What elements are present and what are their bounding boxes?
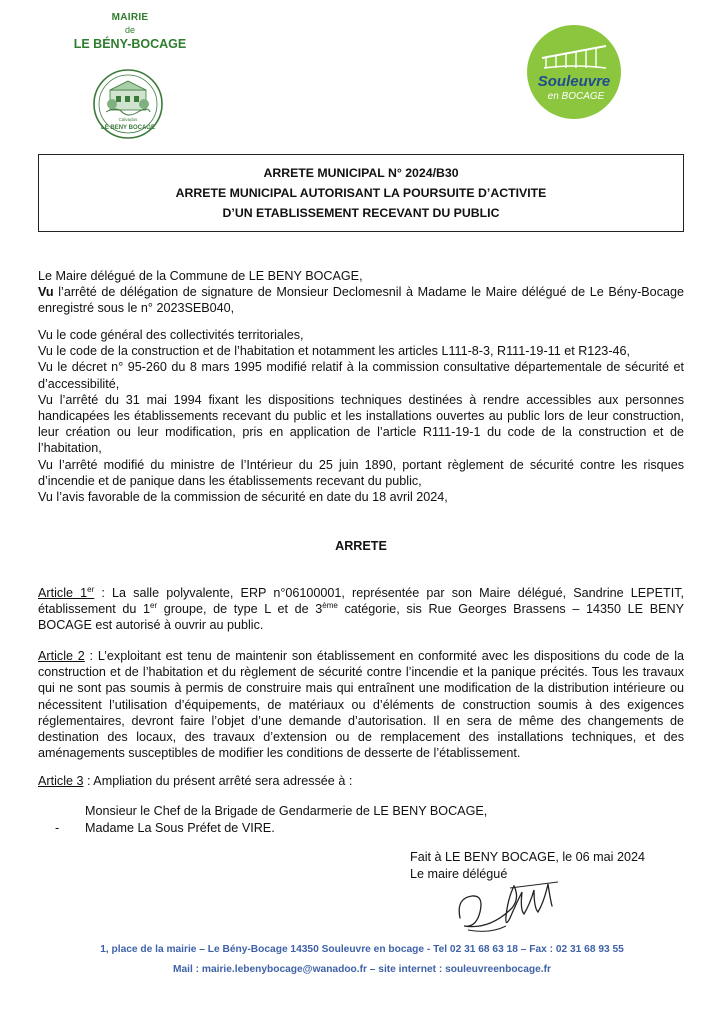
seal-bottom-text: LE BENY BOCAGE <box>101 125 155 131</box>
visa-item: Vu l’arrêté du 31 mai 1994 fixant les dispositions techniques destinées à rendre accessibles aux personnes handicapées les établissements recevant du public et les installations ouvertes au public lors de leur construction, leur création ou leur modification, pris en application de l’article R111-19-1 du code de la construction et de l’habitation, <box>38 392 684 456</box>
article-1-sup-a: er <box>150 601 158 611</box>
visa-item: Vu le code de la construction et de l’habitation et notamment les articles L111-8-3, R111-19-11 et R123-46, <box>38 344 631 359</box>
vu-bold: Vu <box>38 285 54 300</box>
logo-line1: Souleuvre <box>537 73 611 90</box>
title-box <box>38 154 684 232</box>
mairie-name: LE BÉNY-BOCAGE <box>73 37 187 51</box>
intro-maire-line: Le Maire délégué de la Commune de LE BENY BOCAGE, <box>38 269 363 283</box>
mairie-seal-stamp <box>92 68 164 140</box>
arrete-heading: ARRETE <box>335 539 387 553</box>
arrete-number-title: ARRETE MUNICIPAL N° 2024/B30 <box>263 166 459 180</box>
arrete-title-line2: ARRETE MUNICIPAL AUTORISANT LA POURSUITE D’ACTIVITE <box>175 186 547 200</box>
visas-list <box>38 327 684 505</box>
recipient-sous-prefet-text: Madame La Sous Préfet de VIRE. <box>85 821 275 835</box>
mairie-de: de <box>124 25 135 35</box>
article-1-label-text: Article 1 <box>38 586 88 600</box>
intro-paragraph <box>38 268 684 317</box>
article-3-text: : Ampliation du présent arrêté sera adressée à : <box>83 774 353 788</box>
logo-line2: en BOCAGE <box>547 91 605 102</box>
recipient-gendarmerie: Monsieur le Chef de la Brigade de Gendarmerie de LE BENY BOCAGE, <box>85 804 488 818</box>
seal-small-text: Calvados <box>118 117 138 122</box>
article-1-label-sup: er <box>87 584 95 594</box>
article-1 <box>38 585 684 634</box>
delegation-text: l’arrêté de délégation de signature de Monsieur Declomesnil à Madame le Maire délégué de Le Bény-Bocage enregistré sous le n° 2023SEB040, <box>38 285 684 316</box>
article-3 <box>38 773 684 789</box>
article-1-text-c: catégorie, sis Rue Georges Brassens – 14350 LE BENY BOCAGE est autorisé à ouvrir au public. <box>38 602 684 633</box>
intro-delegation <box>38 284 684 316</box>
article-1-text-a: : La salle polyvalente, ERP n°06100001, représentée par son Maire délégué, Sandrine LEPETIT, établissement du 1 <box>38 586 684 617</box>
souleuvre-logo <box>526 24 622 120</box>
article-3-label: Article 3 <box>38 774 84 788</box>
article-1-sup-b: ème <box>322 601 338 611</box>
article-2-text: : L’exploitant est tenu de maintenir son établissement en conformité avec les dispositions du code de la construction et de l’habitation et du règlement de sécurité contre l’incendie et la panique précités. Tous les travaux qui ne sont pas soumis à permis de construire mais qui entraînent une modification de la distribution intérieure ou nécessitent l’utilisation d’équipements, de matériaux ou d’éléments de construction soumis à des exigences réglementaires, devront faire l’objet d’une demande d’autorisation. Il en sera de même des changements de destination des locaux, des travaux d’extension ou de remplacement des installations techniques, et des aménagements susceptibles de modifier les conditions de desserte de l’établissement. <box>38 649 684 761</box>
visa-item: Vu l’arrêté modifié du ministre de l’Intérieur du 25 juin 1890, portant règlement de sécurité contre les risques d’incendie et de panique dans les établissements recevant du public, <box>38 457 684 488</box>
recipient-dash: - <box>55 821 60 835</box>
mairie-label: MAIRIE <box>111 12 149 23</box>
visa-item: Vu l’avis favorable de la commission de sécurité en date du 18 avril 2024, <box>38 490 448 505</box>
handwritten-signature <box>450 868 570 940</box>
recipient-sous-prefet <box>55 821 615 835</box>
article-1-label <box>38 586 94 600</box>
maire-delegue-label: Le maire délégué <box>410 866 508 881</box>
footer-contact: Mail : mairie.lebenybocage@wanadoo.fr – site internet : souleuvreenbocage.fr <box>173 964 551 975</box>
arrete-title-line3: D’UN ETABLISSEMENT RECEVANT DU PUBLIC <box>222 206 500 220</box>
article-1-text-b: groupe, de type L et de 3 <box>157 602 323 617</box>
footer-address: 1, place de la mairie – Le Bény-Bocage 14350 Souleuvre en bocage - Tel 02 31 68 63 18 – Fax : 02 31 68 93 55 <box>100 944 624 955</box>
mairie-header <box>60 12 200 51</box>
visa-item: Vu le code général des collectivités territoriales, <box>38 328 304 342</box>
article-2-label: Article 2 <box>38 649 85 663</box>
fait-a-date: Fait à LE BENY BOCAGE, le 06 mai 2024 <box>410 850 645 864</box>
article-2 <box>38 648 684 761</box>
visa-item: Vu le décret n° 95-260 du 8 mars 1995 modifié relatif à la commission consultative départementale de sécurité et d’accessibilité, <box>38 360 684 391</box>
